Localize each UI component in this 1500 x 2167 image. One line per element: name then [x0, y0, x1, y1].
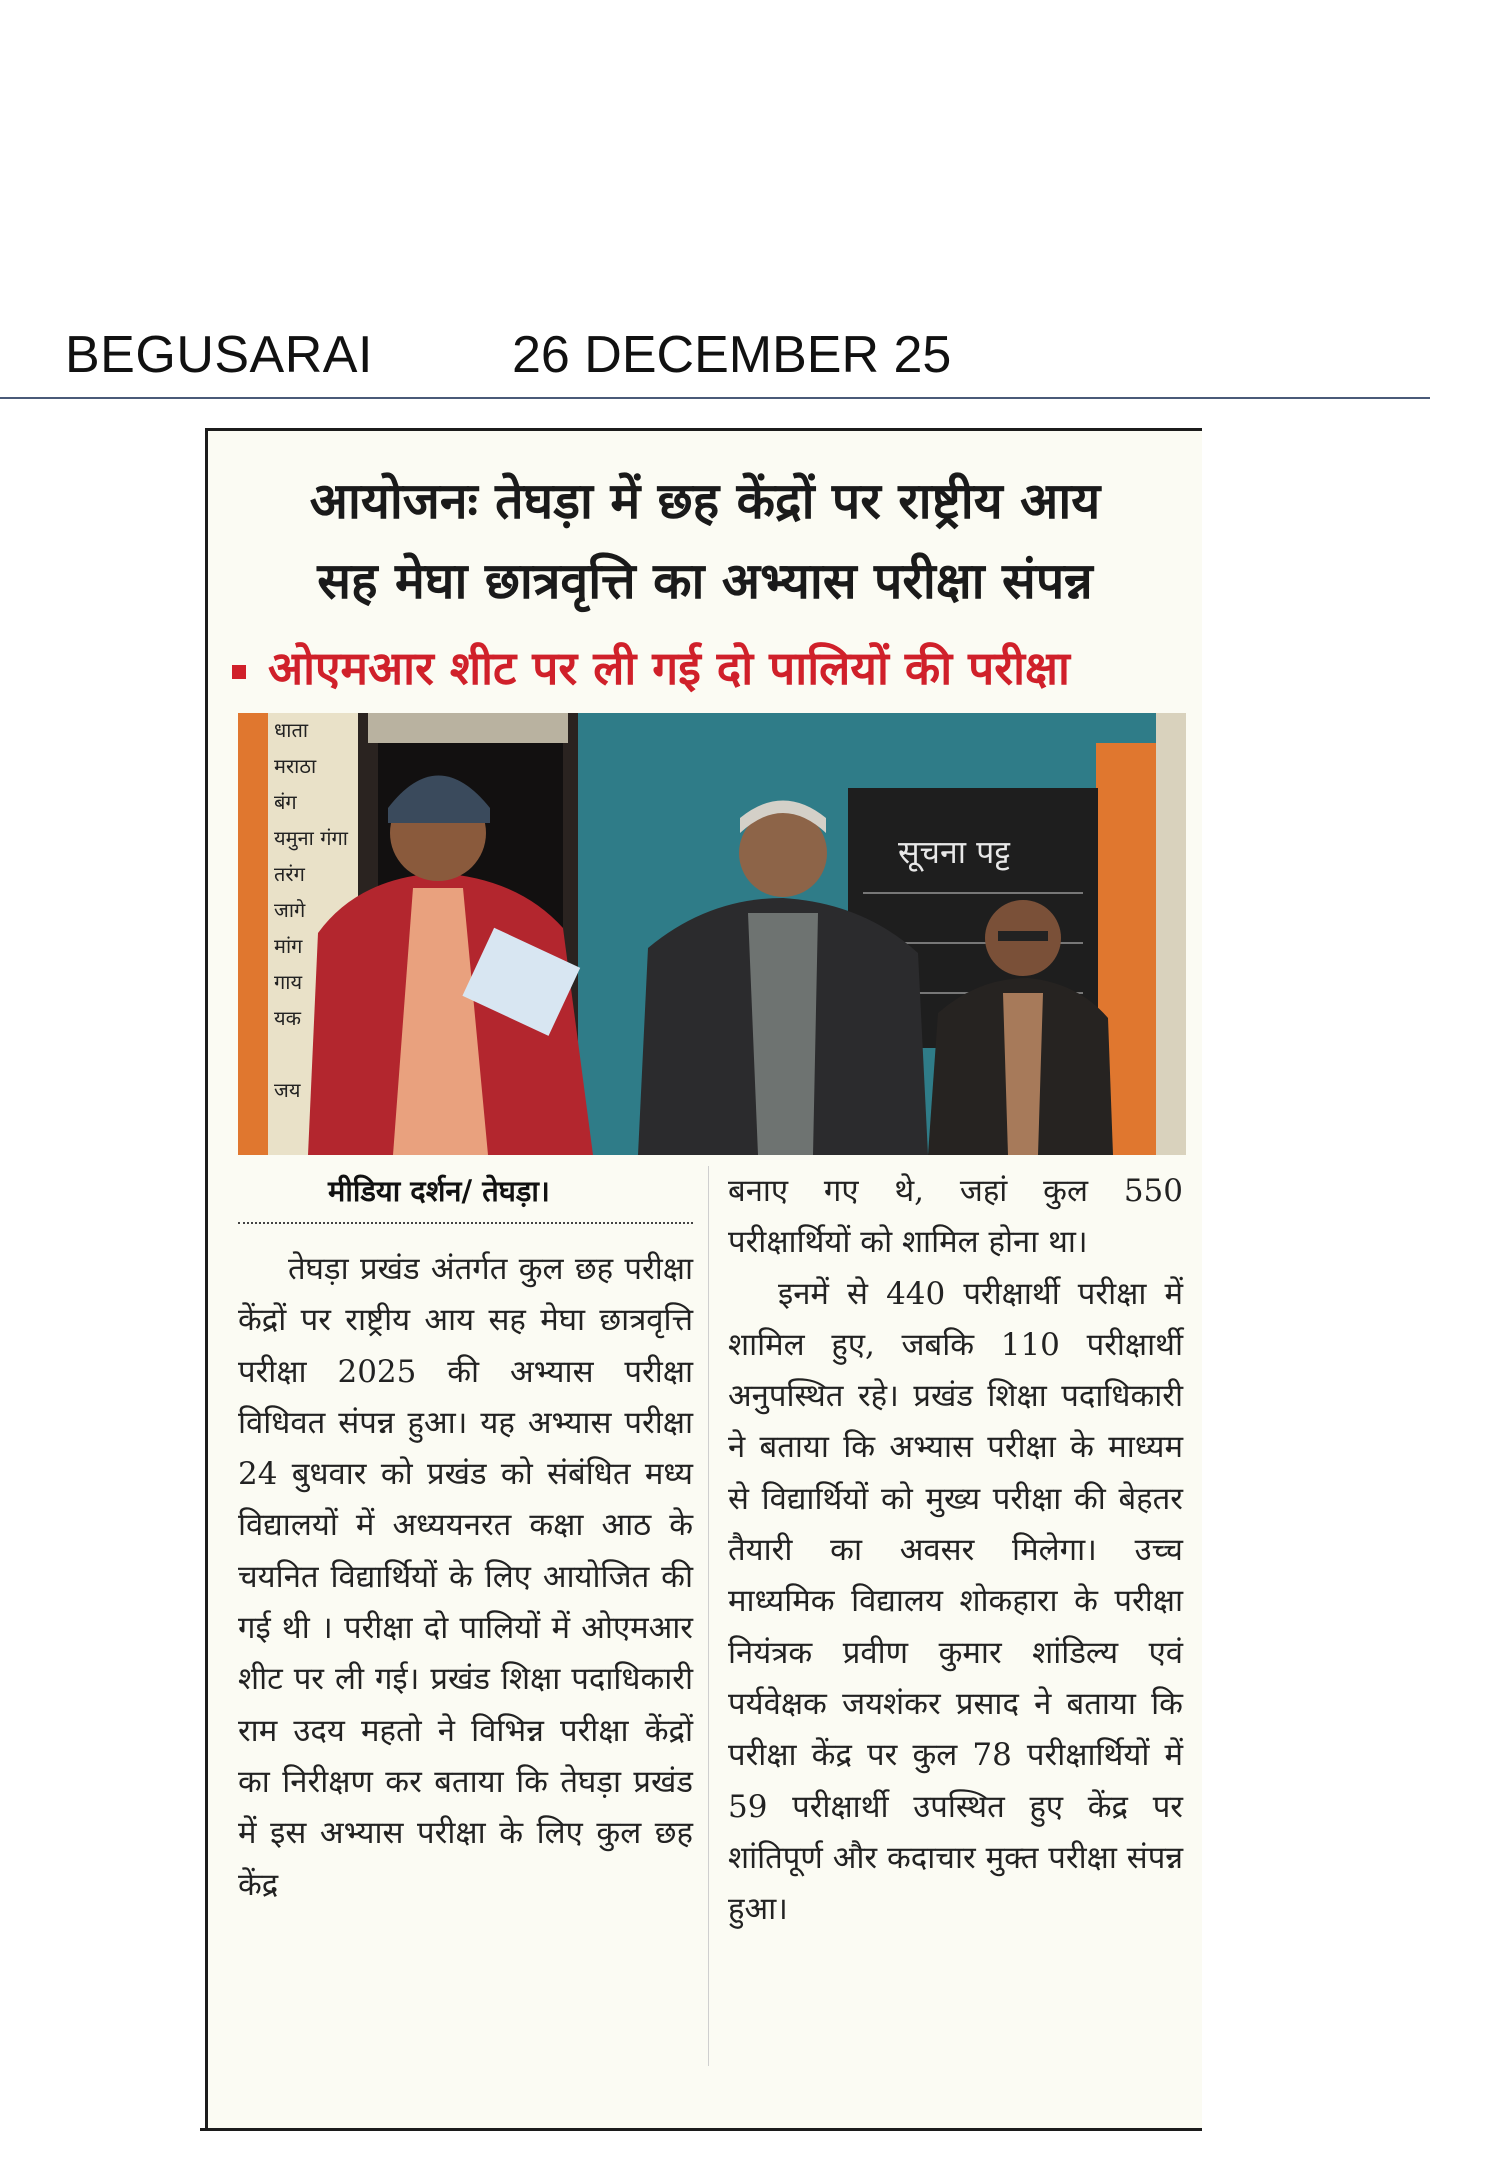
wall-text-10: जय: [274, 1078, 301, 1102]
byline-dotted-rule: [238, 1222, 693, 1224]
wall-text-6: जागे: [274, 898, 306, 922]
column-2-paragraph-1: बनाए गए थे, जहां कुल 550 परीक्षार्थियों को शामिल होना था।: [728, 1173, 1183, 1261]
wall-text-1: धाता: [274, 718, 309, 742]
article-column-2: [728, 1166, 1183, 1935]
article-subheadline: [232, 636, 1192, 698]
bullet-square-icon: [232, 665, 246, 679]
newspaper-clipping: [205, 428, 1202, 2128]
headline-line-1: आयोजनः तेघड़ा में छह केंद्रों पर राष्ट्रीय आय: [309, 472, 1101, 530]
headline-line-2: सह मेघा छात्रवृत्ति का अभ्यास परीक्षा संपन्न: [317, 552, 1093, 610]
column-1-paragraph: तेघड़ा प्रखंड अंतर्गत कुल छह परीक्षा केंद्रों पर राष्ट्रीय आय सह मेघा छात्रवृत्ति परीक्षा 2025 की अभ्यास परीक्षा विधिवत संपन्न हुआ। यह अभ्यास परीक्षा 24 बुधवार को प्रखंड को संबंधित मध्य विद्यालयों में अध्ययनरत कक्षा आठ के चयनित विद्यार्थियों के लिए आयोजित की गई थी । परीक्षा दो पालियों में ओएमआर शीट पर ली गई। प्रखंड शिक्षा पदाधिकारी राम उदय महतो ने विभिन्न परीक्षा केंद्रों का निरीक्षण कर बताया कि तेघड़ा प्रखंड में इस अभ्यास परीक्षा के लिए कुल छह केंद्र: [238, 1251, 693, 1903]
clipping-bottom-border: [200, 2128, 1202, 2131]
wall-text-3: बंग: [274, 790, 297, 814]
column-divider: [708, 1166, 709, 2066]
header-date: 26 DECEMBER 25: [512, 326, 952, 384]
wall-text-7: मांग: [274, 934, 303, 958]
wall-text-8: गाय: [274, 970, 303, 994]
wall-text-2: मराठा: [274, 754, 317, 778]
article-headline: [228, 461, 1182, 621]
wall-text-5: तरंग: [274, 862, 305, 886]
notice-board-text: सूचना पट्ट: [898, 833, 1010, 871]
column-2-paragraph-2: इनमें से 440 परीक्षार्थी परीक्षा में शामिल हुए, जबकि 110 परीक्षार्थी अनुपस्थित रहे। प्रखंड शिक्षा पदाधिकारी ने बताया कि अभ्यास परीक्षा के माध्यम से विद्यार्थियों को मुख्य परीक्षा की बेहतर तैयारी का अवसर मिलेगा। उच्च माध्यमिक विद्यालय शोकहारा के परीक्षा नियंत्रक प्रवीण कुमार शांडिल्य एवं पर्यवेक्षक जयशंकर प्रसाद ने बताया कि परीक्षा केंद्र पर कुल 78 परीक्षार्थियों में 59 परीक्षार्थी उपस्थित हुए केंद्र पर शांतिपूर्ण और कदाचार मुक्त परीक्षा संपन्न हुआ।: [728, 1275, 1183, 1928]
article-byline: मीडिया दर्शन/ तेघड़ा।: [328, 1174, 550, 1208]
subheadline-text: ओएमआर शीट पर ली गई दो पालियों की परीक्षा: [268, 641, 1070, 695]
article-photo: [238, 713, 1186, 1155]
header-location: BEGUSARAI: [65, 326, 373, 384]
photo-illustration: [238, 713, 1186, 1155]
article-column-1: [238, 1166, 693, 1911]
header-divider: [0, 397, 1430, 399]
wall-text-4: यमुना गंगा: [274, 826, 348, 850]
wall-text-9: यक: [274, 1006, 301, 1030]
